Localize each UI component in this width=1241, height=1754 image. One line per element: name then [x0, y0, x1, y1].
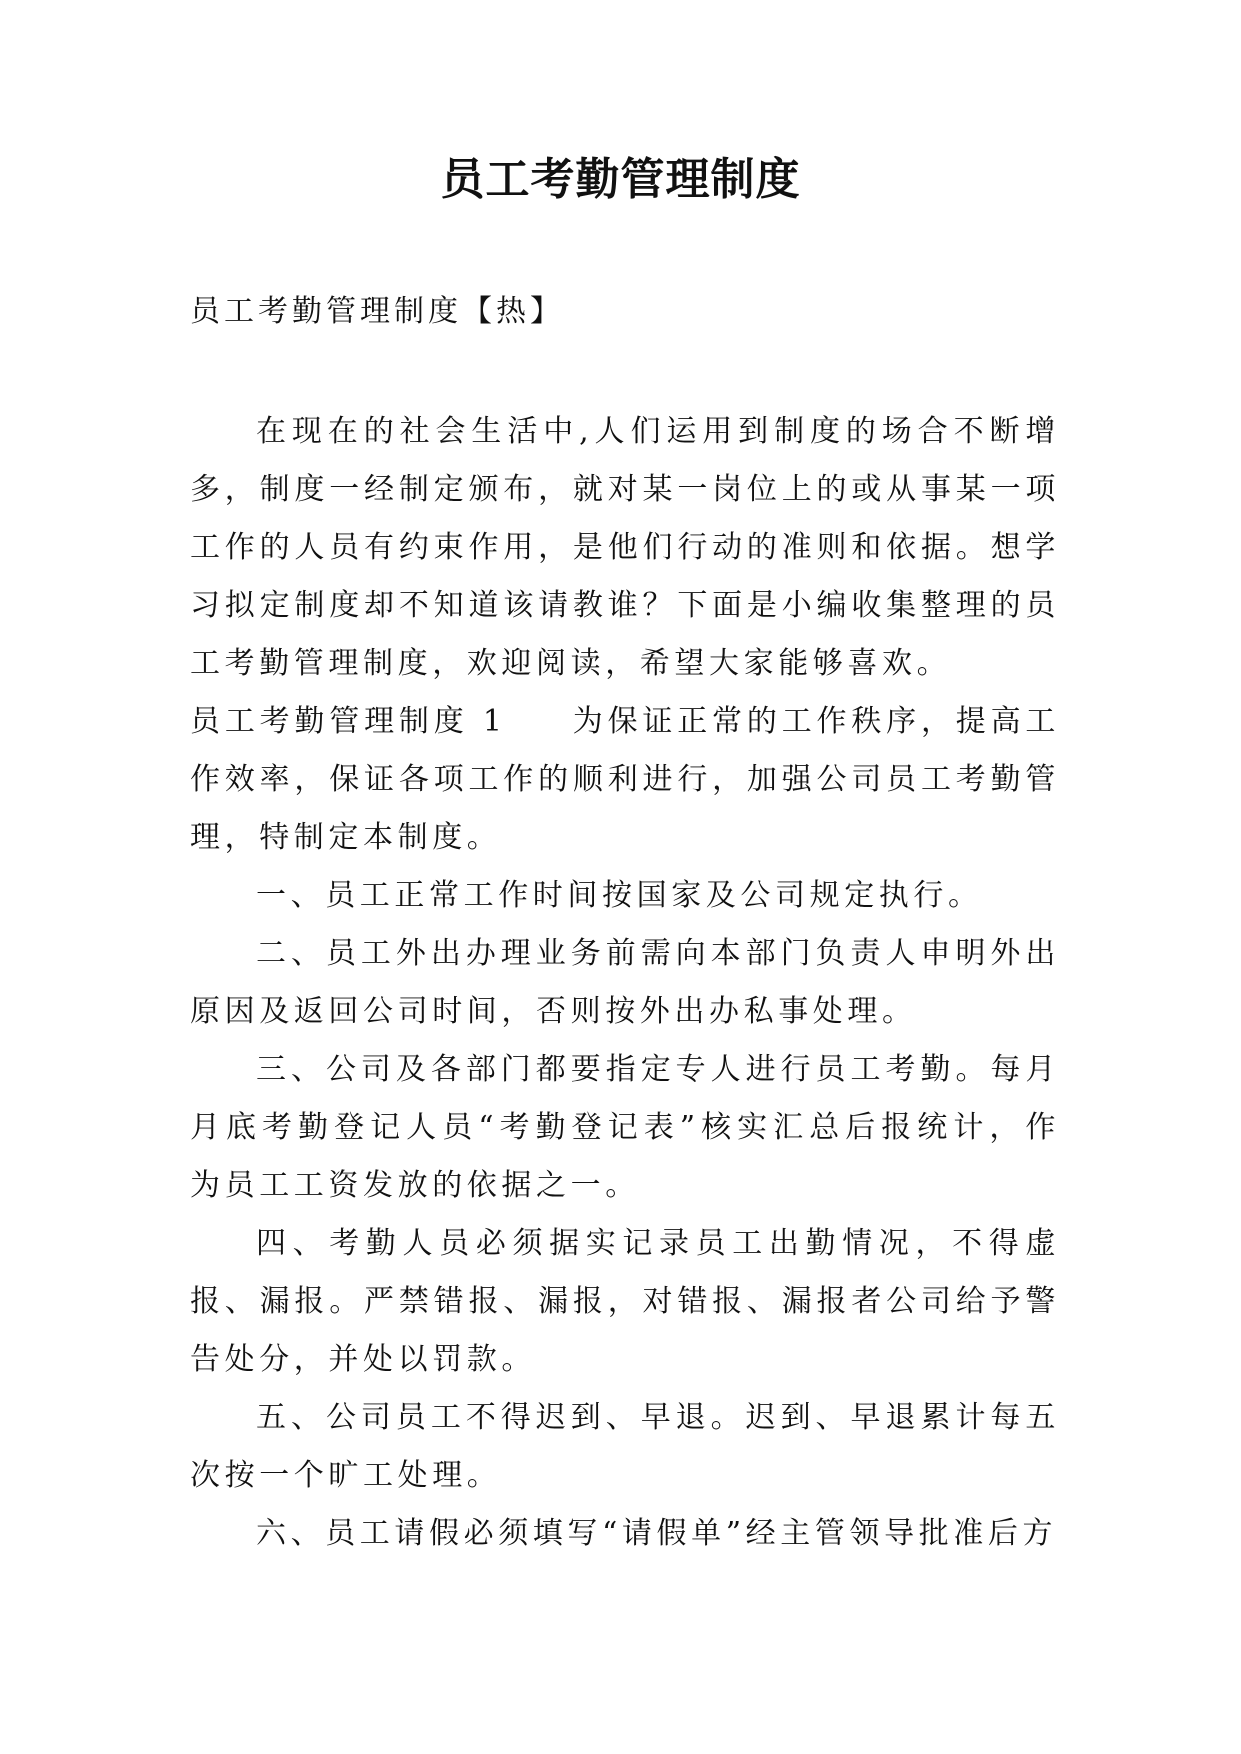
document-title: 员工考勤管理制度	[440, 154, 801, 205]
clause-4: 四、考勤人员必须据实记录员工出勤情况，不得虚报、漏报。严禁错报、漏报，对错报、漏报者公司给予警告处分，并处以罚款。	[190, 1226, 1060, 1377]
document-body	[190, 403, 1060, 1563]
document-subtitle: 员工考勤管理制度【热】	[190, 294, 564, 329]
intro-paragraph: 在现在的社会生活中,人们运用到制度的场合不断增多，制度一经制定颁布，就对某一岗位上的或从事某一项工作的人员有约束作用，是他们行动的准则和依据。想学习拟定制度却不知道该请教谁？下面是小编收集整理的员工考勤管理制度，欢迎阅读，希望大家能够喜欢。	[190, 414, 1060, 681]
section-lead: 为保证正常的工作秩序，提高工作效率，保证各项工作的顺利进行，加强公司员工考勤管理，特制定本制度。	[190, 704, 1061, 855]
section-heading: 员工考勤管理制度 1	[190, 704, 507, 739]
clause-1: 一、员工正常工作时间按国家及公司规定执行。	[256, 878, 983, 913]
section-paragraph	[190, 693, 1060, 867]
clause-5: 五、公司员工不得迟到、早退。迟到、早退累计每五次按一个旷工处理。	[190, 1400, 1060, 1493]
clause-6: 六、员工请假必须填写“请假单”经主管领导批准后方	[256, 1516, 1058, 1551]
clause-2: 二、员工外出办理业务前需向本部门负责人申明外出原因及返回公司时间，否则按外出办私事处理。	[190, 936, 1060, 1029]
clause-3: 三、公司及各部门都要指定专人进行员工考勤。每月月底考勤登记人员“考勤登记表”核实汇总后报统计，作为员工工资发放的依据之一。	[190, 1052, 1060, 1203]
